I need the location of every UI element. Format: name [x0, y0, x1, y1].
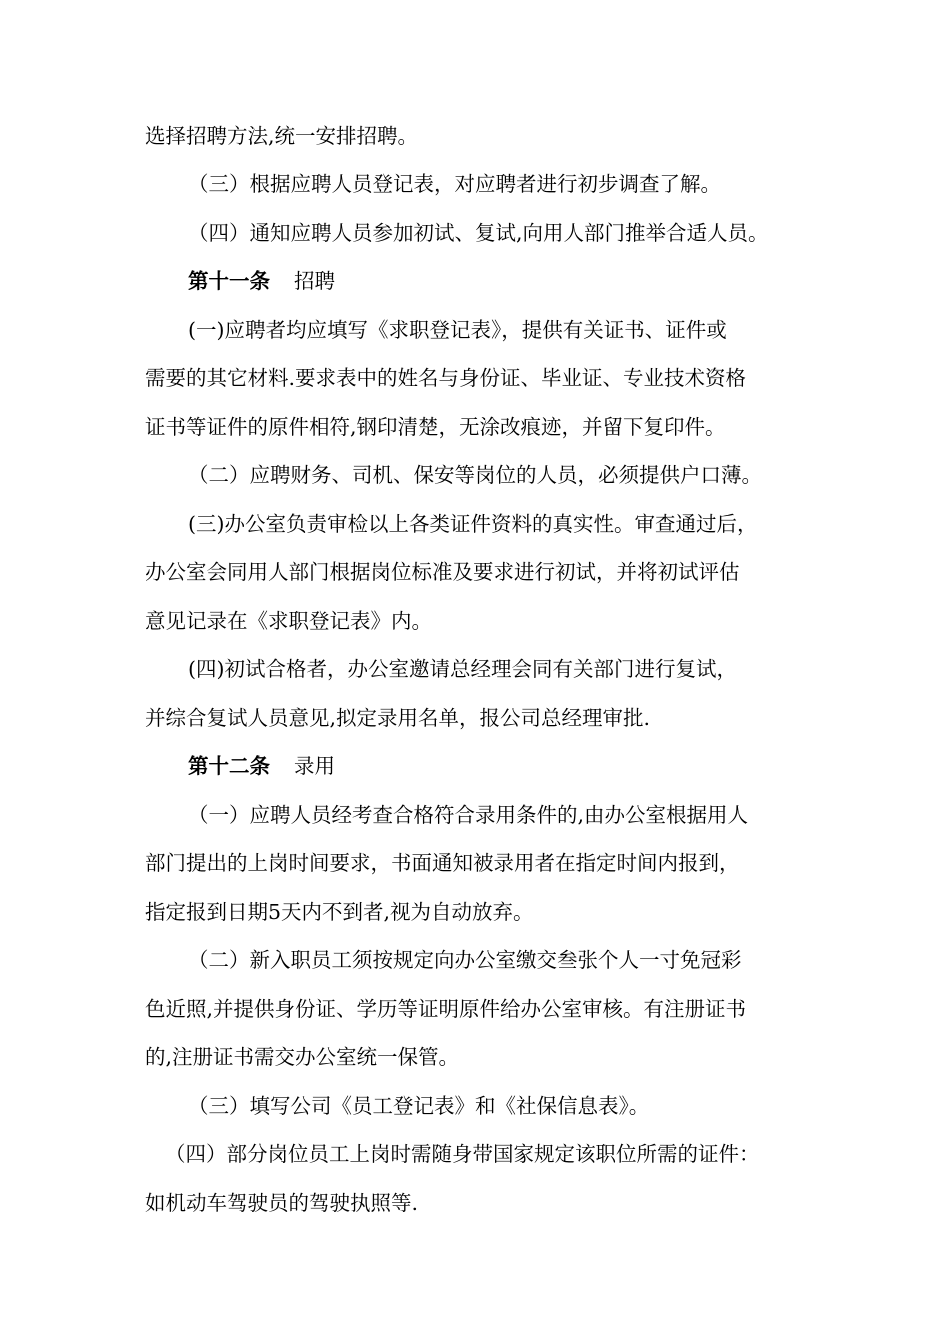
- paragraph-line: （三）根据应聘人员登记表，对应聘者进行初步调查了解。: [188, 172, 721, 196]
- paragraph-line: 部门提出的上岗时间要求，书面通知被录用者在指定时间内报到，: [145, 851, 740, 875]
- paragraph-line: 意见记录在《求职登记表》内。: [145, 609, 432, 633]
- article-title: 招聘: [294, 269, 335, 293]
- article-12-heading: [188, 751, 335, 781]
- article-number: 第十二条: [188, 754, 270, 778]
- paragraph-line: （一）应聘人员经考查合格符合录用条件的,由办公室根据用人: [188, 803, 749, 827]
- paragraph-line: （三）填写公司《员工登记表》和《社保信息表》。: [188, 1094, 650, 1118]
- paragraph-line: 并综合复试人员意见,拟定录用名单，报公司总经理审批.: [145, 706, 651, 730]
- paragraph-line: 的,注册证书需交办公室统一保管。: [145, 1045, 460, 1069]
- paragraph-line: 需要的其它材料.要求表中的姓名与身份证、毕业证、专业技术资格: [145, 366, 747, 390]
- article-11-heading: [188, 266, 335, 296]
- article-title: 录用: [294, 754, 335, 778]
- paragraph-line: 选择招聘方法,统一安排招聘。: [145, 124, 419, 148]
- paragraph-line: (三)办公室负责审检以上各类证件资料的真实性。审查通过后，: [188, 512, 758, 536]
- paragraph-line: （四）通知应聘人员参加初试、复试,向用人部门推举合适人员。: [188, 221, 769, 245]
- paragraph-line: （二）新入职员工须按规定向办公室缴交叁张个人一寸免冠彩: [188, 948, 742, 972]
- paragraph-line: （二）应聘财务、司机、保安等岗位的人员，必须提供户口薄。: [188, 463, 762, 487]
- paragraph-line: 如机动车驾驶员的驾驶执照等.: [145, 1191, 419, 1215]
- article-number: 第十一条: [188, 269, 270, 293]
- paragraph-line: 指定报到日期5天内不到者,视为自动放弃。: [145, 900, 534, 924]
- paragraph-line: (一)应聘者均应填写《求职登记表》，提供有关证书、证件或: [188, 318, 727, 342]
- paragraph-line: 办公室会同用人部门根据岗位标准及要求进行初试，并将初试评估: [145, 560, 740, 584]
- paragraph-line: 色近照,并提供身份证、学历等证明原件给办公室审核。有注册证书: [145, 997, 747, 1021]
- paragraph-line: 证书等证件的原件相符,钢印清楚，无涂改痕迹，并留下复印件。: [145, 415, 726, 439]
- paragraph-line: (四)初试合格者，办公室邀请总经理会同有关部门进行复试，: [188, 657, 737, 681]
- paragraph-line: （四）部分岗位员工上岗时需随身带国家规定该职位所需的证件：: [165, 1142, 760, 1166]
